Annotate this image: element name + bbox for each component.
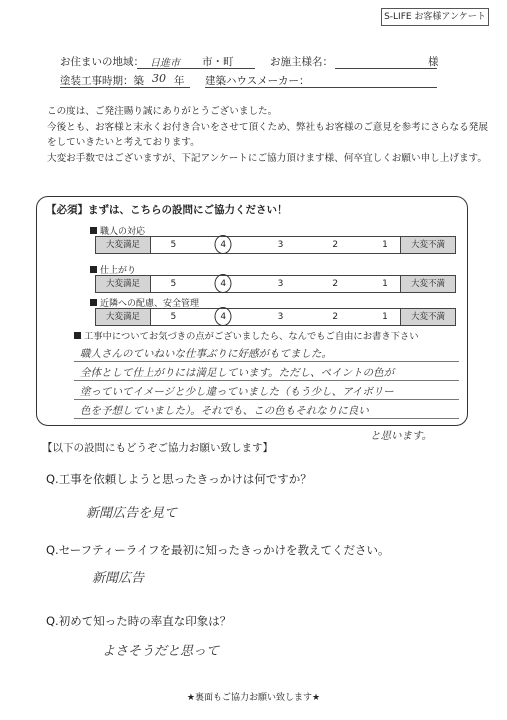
comment-handwriting: 色を予想していました）。それでも、この色もそれなりに良い	[80, 405, 369, 417]
selected-circle-mark	[215, 307, 232, 326]
rating-scale-craftsman	[95, 236, 456, 254]
area-underline	[137, 68, 255, 69]
scale-option-2[interactable]: 2	[332, 279, 339, 289]
scale-option-3[interactable]: 3	[277, 312, 284, 322]
area-label: お住まいの地域：	[60, 56, 144, 68]
comment-handwriting: 塗っていてイメージと少し違っていました（もう少し、アイボリー	[80, 386, 394, 398]
comment-rule	[74, 380, 459, 381]
period-value: 30	[152, 72, 166, 85]
scale-option-4[interactable]: 4	[220, 279, 227, 289]
maker-label: 建築ハウスメーカー：	[205, 75, 310, 87]
comment-handwriting: 職人さんのていねいな仕事ぶりに好感がもてました。	[80, 348, 332, 360]
scale-option-5[interactable]: 5	[170, 240, 177, 250]
scale-option-2[interactable]: 2	[332, 240, 339, 250]
scale-option-1[interactable]: 1	[382, 240, 388, 250]
rating-scale-finish	[95, 275, 456, 293]
comment-handwriting: と思います。	[370, 430, 433, 442]
optional-section-title: 【以下の設問にもどうぞご協力お願い致します】	[42, 442, 273, 454]
intro-line: この度は、ご発注賜り誠にありがとうございました。	[47, 106, 278, 117]
city-suffix: 市・町	[202, 56, 234, 68]
customer-name-label: お施主様名：	[270, 56, 333, 68]
required-section-title: 【必須】まずは、こちらの設問にご協力ください！	[46, 204, 288, 216]
scale-option-3[interactable]: 3	[277, 279, 284, 289]
scale-right-label: 大変不満	[400, 237, 455, 253]
scale-option-3[interactable]: 3	[277, 240, 284, 250]
scale-option-1[interactable]: 1	[382, 312, 388, 322]
intro-line: をしていきたいと考えております。	[47, 137, 200, 148]
scale-option-5[interactable]: 5	[170, 279, 177, 289]
intro-text	[47, 104, 488, 166]
question-first-contact: Q.セーフティーライフを最初に知ったきっかけを教えてください。	[46, 543, 390, 557]
question-impression: Q.初めて知った時の率直な印象は？	[46, 614, 232, 628]
bullet-square-icon	[90, 299, 97, 306]
period-underline	[60, 87, 190, 88]
survey-header-tag: S-LIFE お客様アンケート	[381, 8, 489, 26]
scale-left-label: 大変満足	[96, 309, 151, 325]
scale-right-label: 大変不満	[400, 276, 455, 292]
comment-prompt: 工事中についてお気づきの点がございましたら、なんでもご自由にお書き下さい	[74, 328, 419, 342]
answer-trigger: 新聞広告を見て	[86, 506, 178, 521]
answer-first-contact: 新聞広告	[92, 571, 145, 586]
scale-left-label: 大変満足	[96, 276, 151, 292]
selected-circle-mark	[215, 274, 232, 293]
comment-rule	[74, 418, 459, 419]
selected-circle-mark	[215, 235, 232, 254]
question-finish-label: 仕上がり	[90, 263, 136, 276]
question-craftsman-label: 職人の対応	[90, 224, 145, 237]
bullet-square-icon	[74, 332, 81, 339]
comment-rule	[74, 361, 459, 362]
question-trigger: Q.工事を依頼しようと思ったきっかけは何ですか？	[46, 472, 312, 486]
bullet-square-icon	[90, 266, 97, 273]
scale-option-1[interactable]: 1	[382, 279, 388, 289]
scale-option-4[interactable]: 4	[220, 240, 227, 250]
scale-left-label: 大変満足	[96, 237, 151, 253]
intro-line: 大変お手数ではございますが、下記アンケートにご協力頂けます様、何卒宜しくお願い申し上げます。	[47, 152, 487, 164]
name-underline	[335, 68, 437, 69]
question-safety-label: 近隣への配慮、安全管理	[90, 296, 199, 309]
scale-option-2[interactable]: 2	[332, 312, 339, 322]
scale-numbers	[151, 309, 400, 325]
scale-right-label: 大変不満	[400, 309, 455, 325]
area-value: 日進市	[150, 58, 180, 69]
rating-scale-safety	[95, 308, 456, 326]
customer-name-suffix: 様	[428, 56, 439, 68]
answer-impression: よさそうだと思って	[102, 644, 220, 659]
comment-handwriting: 全体として仕上がりには満足しています。ただし、ペイントの色が	[80, 367, 395, 379]
maker-underline	[205, 87, 437, 88]
period-label: 塗装工事時期：築	[60, 75, 144, 87]
scale-option-5[interactable]: 5	[170, 312, 177, 322]
scale-numbers	[151, 276, 400, 292]
scale-numbers	[151, 237, 400, 253]
scale-option-4[interactable]: 4	[220, 312, 227, 322]
footer-note: ★裏面もご協力お願い致します★	[186, 693, 321, 703]
comment-rule	[74, 399, 459, 400]
bullet-square-icon	[90, 227, 97, 234]
period-suffix: 年	[174, 75, 185, 87]
intro-line: 今後とも、お客様と末永くお付き合いをさせて頂くため、弊社もお客様のご意見を参考にさらなる発展	[47, 121, 488, 133]
